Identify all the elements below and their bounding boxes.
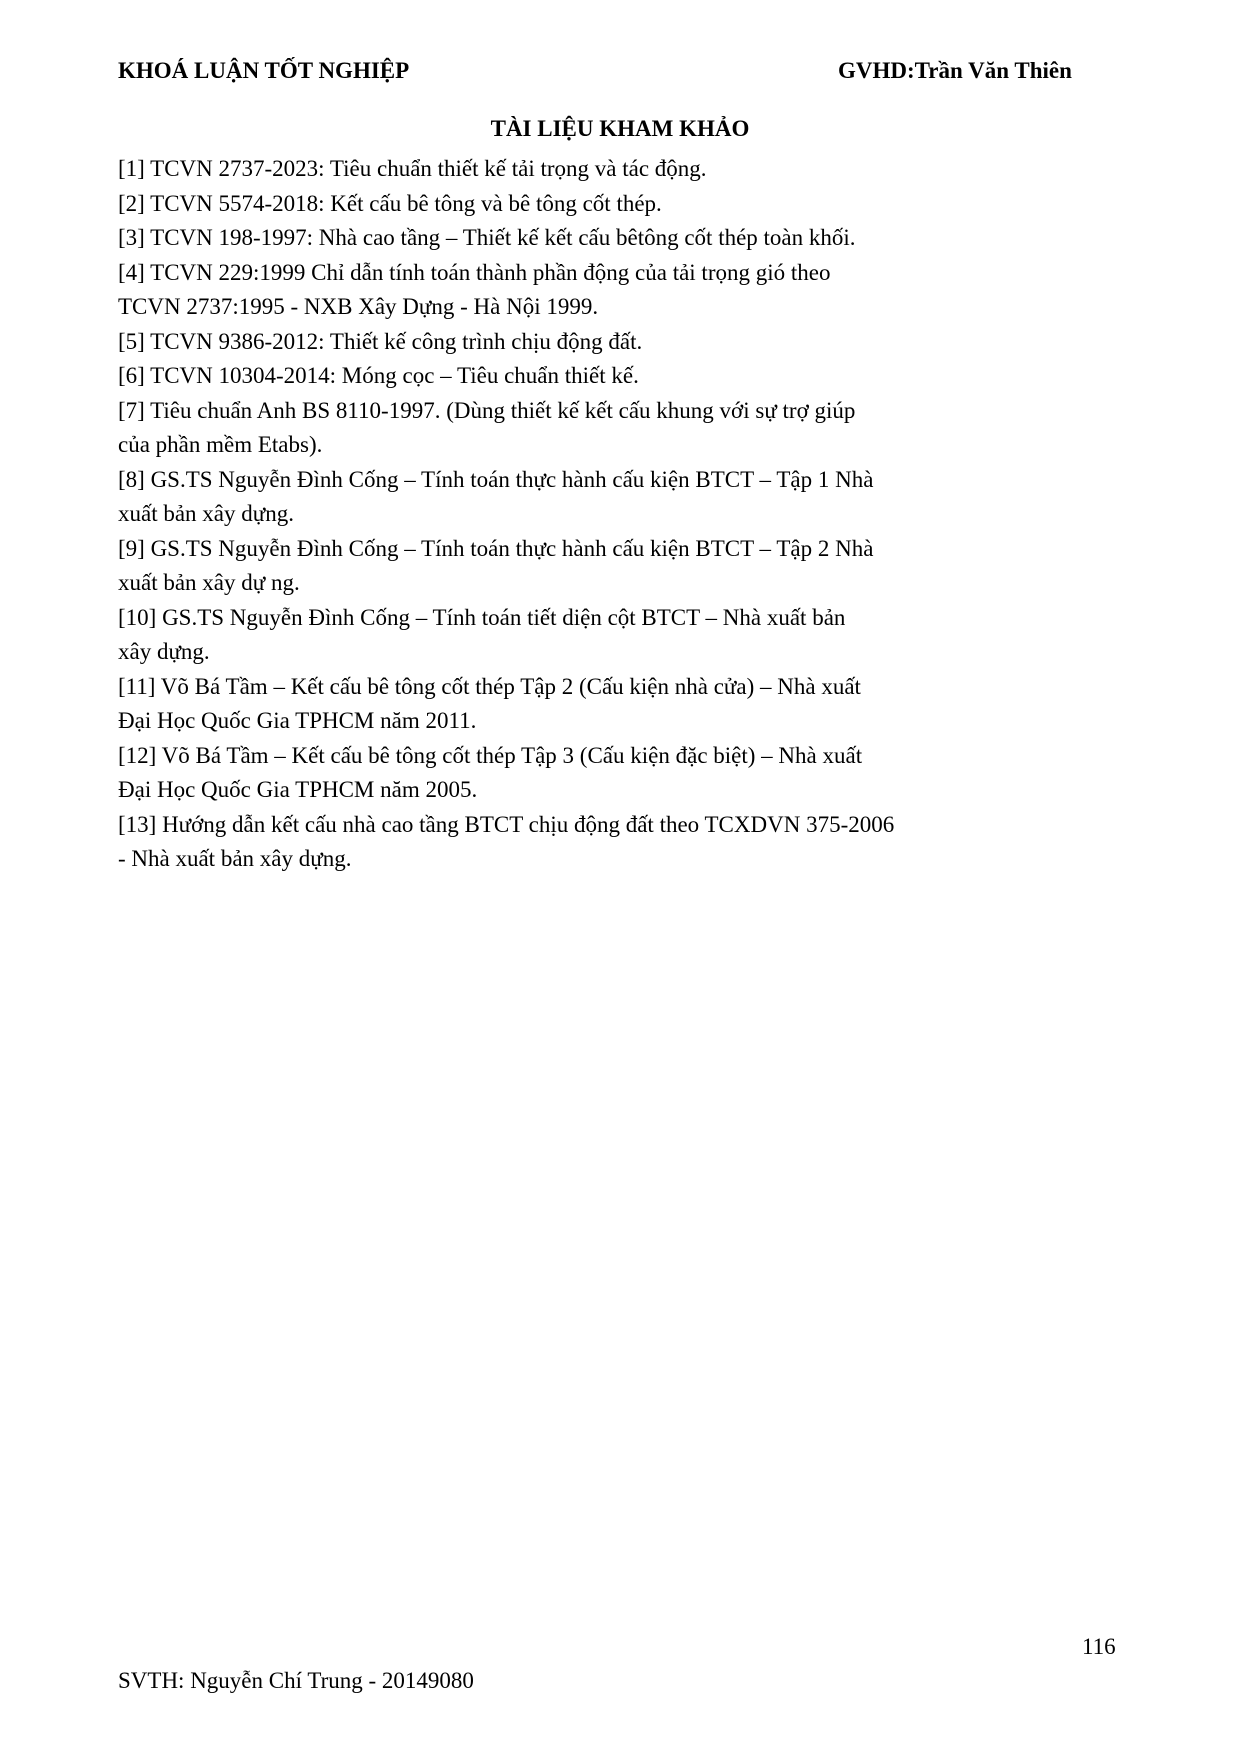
reference-line: [6] TCVN 10304-2014: Móng cọc – Tiêu chuẩn thiết kế. — [118, 363, 639, 388]
reference-line: [8] GS.TS Nguyễn Đình Cống – Tính toán thực hành cấu kiện BTCT – Tập 1 Nhà — [118, 466, 874, 492]
reference-line: [9] GS.TS Nguyễn Đình Cống – Tính toán thực hành cấu kiện BTCT – Tập 2 Nhà — [118, 535, 874, 561]
reference-line: xuất bản xây dựng. — [118, 501, 294, 526]
reference-line: - Nhà xuất bản xây dựng. — [118, 846, 352, 871]
reference-line: [13] Hướng dẫn kết cấu nhà cao tầng BTCT chịu động đất theo TCXDVN 375-2006 — [118, 811, 895, 837]
reference-line: Đại Học Quốc Gia TPHCM năm 2011. — [118, 708, 477, 733]
reference-line: [11] Võ Bá Tầm – Kết cấu bê tông cốt thép Tập 2 (Cấu kiện nhà cửa) – Nhà xuất — [118, 673, 861, 699]
reference-item — [118, 808, 1118, 877]
reference-item — [118, 601, 1118, 670]
reference-item — [118, 187, 1118, 222]
reference-item — [118, 221, 1118, 256]
reference-item — [118, 532, 1118, 601]
reference-line: [2] TCVN 5574-2018: Kết cấu bê tông và bê tông cốt thép. — [118, 190, 662, 216]
reference-line: [12] Võ Bá Tầm – Kết cấu bê tông cốt thép Tập 3 (Cấu kiện đặc biệt) – Nhà xuất — [118, 742, 863, 768]
reference-line: Đại Học Quốc Gia TPHCM năm 2005. — [118, 777, 478, 802]
reference-line: xuất bản xây dự ng. — [118, 570, 300, 595]
reference-item — [118, 325, 1118, 360]
reference-line: [1] TCVN 2737-2023: Tiêu chuẩn thiết kế tải trọng và tác động. — [118, 156, 707, 181]
section-title: TÀI LIỆU KHAM KHẢO — [490, 116, 750, 141]
reference-item — [118, 463, 1118, 532]
footer-student: SVTH: Nguyễn Chí Trung - 20149080 — [118, 1668, 474, 1693]
reference-line: [3] TCVN 198-1997: Nhà cao tầng – Thiết kế kết cấu bêtông cốt thép toàn khối. — [118, 225, 856, 250]
reference-line: [7] Tiêu chuẩn Anh BS 8110-1997. (Dùng thiết kế kết cấu khung với sự trợ giúp — [118, 397, 856, 423]
reference-item — [118, 256, 1118, 325]
reference-line: xây dựng. — [118, 639, 210, 664]
reference-item — [118, 152, 1118, 187]
reference-item — [118, 739, 1118, 808]
header-advisor: GVHD:Trần Văn Thiên — [838, 58, 1072, 83]
reference-item — [118, 359, 1118, 394]
reference-line: [4] TCVN 229:1999 Chỉ dẫn tính toán thành phần động của tải trọng gió theo — [118, 259, 831, 285]
reference-line: của phần mềm Etabs). — [118, 432, 323, 457]
header-title: KHOÁ LUẬN TỐT NGHIỆP — [118, 58, 410, 83]
reference-line: [10] GS.TS Nguyễn Đình Cống – Tính toán tiết diện cột BTCT – Nhà xuất bản — [118, 604, 846, 630]
reference-line: [5] TCVN 9386-2012: Thiết kế công trình chịu động đất. — [118, 328, 643, 354]
reference-item — [118, 670, 1118, 739]
reference-line: TCVN 2737:1995 - NXB Xây Dựng - Hà Nội 1999. — [118, 294, 599, 319]
page-number: 116 — [1082, 1634, 1116, 1659]
reference-item — [118, 394, 1118, 463]
reference-list — [118, 152, 1118, 877]
